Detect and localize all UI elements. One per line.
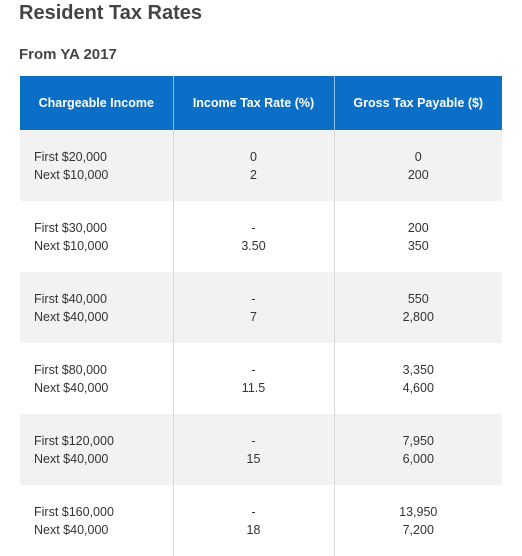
- table-row: [20, 414, 502, 485]
- tax-rates-table: [20, 76, 502, 556]
- income-cell: [20, 272, 173, 343]
- rate-cell: [173, 272, 334, 343]
- rate-cell: [173, 485, 334, 556]
- rate-cell: [173, 130, 334, 201]
- tax-first: 7,950: [402, 433, 434, 448]
- income-next: Next $10,000: [34, 167, 109, 182]
- tax-next: 2,800: [402, 309, 434, 324]
- tax-first: 0: [414, 149, 422, 164]
- table-header-row: [20, 76, 502, 130]
- tax-first: 200: [407, 220, 429, 235]
- header-gross-tax-payable: Gross Tax Payable ($): [334, 76, 502, 130]
- income-first: First $40,000: [34, 291, 107, 306]
- table-row: [20, 201, 502, 272]
- tax-cell: [334, 201, 502, 272]
- rate-next: 15: [246, 451, 261, 466]
- tax-cell: [334, 414, 502, 485]
- tax-cell: [334, 485, 502, 556]
- tax-next: 4,600: [402, 380, 434, 395]
- tax-next: 350: [407, 238, 429, 253]
- income-cell: [20, 130, 173, 201]
- rate-cell: [173, 201, 334, 272]
- rate-next: 18: [246, 522, 261, 537]
- rate-next: 11.5: [241, 380, 266, 395]
- income-first: First $30,000: [34, 220, 107, 235]
- income-cell: [20, 485, 173, 556]
- rate-first: -: [251, 362, 256, 377]
- tax-next: 200: [407, 167, 429, 182]
- rate-next: 3.50: [241, 238, 266, 253]
- income-first: First $20,000: [34, 149, 107, 164]
- tax-cell: [334, 272, 502, 343]
- section-title: From YA 2017: [19, 46, 117, 63]
- income-cell: [20, 201, 173, 272]
- rate-first: -: [251, 433, 256, 448]
- tax-next: 6,000: [402, 451, 434, 466]
- table-row: [20, 485, 502, 556]
- income-cell: [20, 343, 173, 414]
- income-next: Next $40,000: [34, 380, 109, 395]
- rate-next: 2: [250, 167, 257, 182]
- rate-cell: [173, 414, 334, 485]
- header-chargeable-income: Chargeable Income: [20, 76, 173, 130]
- page-title: Resident Tax Rates: [19, 2, 203, 24]
- income-first: First $160,000: [34, 504, 114, 519]
- income-next: Next $40,000: [34, 522, 109, 537]
- tax-next: 7,200: [402, 522, 434, 537]
- income-cell: [20, 414, 173, 485]
- income-next: Next $10,000: [34, 238, 109, 253]
- tax-cell: [334, 343, 502, 414]
- income-next: Next $40,000: [34, 309, 109, 324]
- tax-first: 550: [407, 291, 429, 306]
- rate-first: -: [251, 220, 256, 235]
- rate-next: 7: [250, 309, 257, 324]
- tax-first: 13,950: [399, 504, 438, 519]
- header-income-tax-rate: Income Tax Rate (%): [173, 76, 334, 130]
- income-first: First $120,000: [34, 433, 114, 448]
- tax-cell: [334, 130, 502, 201]
- income-next: Next $40,000: [34, 451, 109, 466]
- table-row: [20, 130, 502, 201]
- table-row: [20, 343, 502, 414]
- rate-first: 0: [250, 149, 257, 164]
- table-row: [20, 272, 502, 343]
- income-first: First $80,000: [34, 362, 107, 377]
- rate-first: -: [251, 291, 256, 306]
- rate-cell: [173, 343, 334, 414]
- rate-first: -: [251, 504, 256, 519]
- tax-first: 3,350: [402, 362, 434, 377]
